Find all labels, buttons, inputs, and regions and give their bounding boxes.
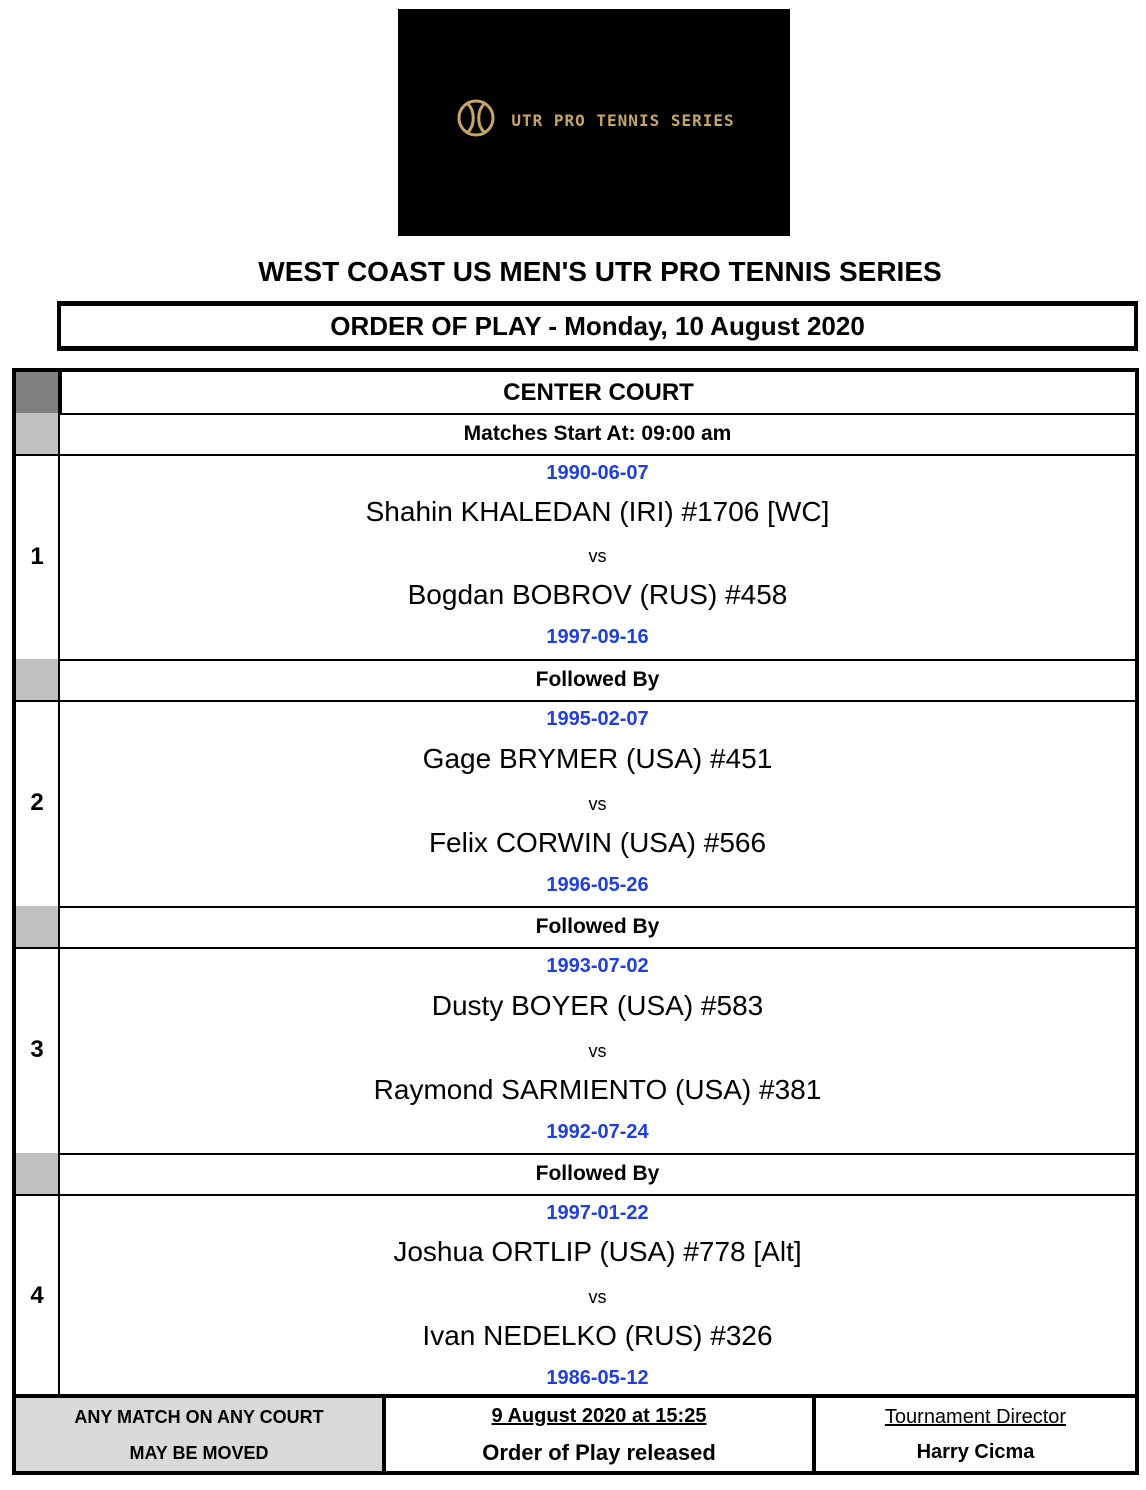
match-row-4 xyxy=(16,1194,1135,1398)
footer-row xyxy=(16,1394,1135,1471)
player1-name: Dusty BOYER (USA) #583 xyxy=(431,990,764,1021)
schedule-table xyxy=(12,368,1139,1475)
player1-name: Gage BRYMER (USA) #451 xyxy=(422,743,773,774)
court-header-row xyxy=(16,372,1135,415)
player1-name: Joshua ORTLIP (USA) #778 [Alt] xyxy=(393,1236,802,1267)
versus-label: vs xyxy=(588,1041,607,1061)
match-row-2 xyxy=(16,700,1135,908)
player1-date: 1993-07-02 xyxy=(546,955,649,977)
start-time-marker xyxy=(16,413,60,454)
followed-by-row xyxy=(16,1153,1135,1196)
director-name: Harry Cicma xyxy=(916,1441,1035,1463)
event-title: WEST COAST US MEN'S UTR PRO TENNIS SERIES xyxy=(258,256,942,287)
player2-name: Ivan NEDELKO (RUS) #326 xyxy=(422,1320,773,1351)
followed-by-marker xyxy=(16,1153,60,1194)
followed-by-row xyxy=(16,906,1135,949)
versus-label: vs xyxy=(588,1287,607,1307)
player1-name: Shahin KHALEDAN (IRI) #1706 [WC] xyxy=(365,496,830,527)
player1-date: 1990-06-07 xyxy=(546,462,649,484)
order-of-play-title: ORDER OF PLAY - Monday, 10 August 2020 xyxy=(57,301,1138,351)
tournament-logo xyxy=(398,9,790,236)
move-notice-line2: MAY BE MOVED xyxy=(129,1443,269,1463)
followed-by-marker xyxy=(16,659,60,700)
player2-date: 1992-07-24 xyxy=(546,1121,649,1143)
match-row-1 xyxy=(16,454,1135,661)
player2-name: Raymond SARMIENTO (USA) #381 xyxy=(373,1074,822,1105)
court-header-marker xyxy=(16,372,60,413)
director-title: Tournament Director xyxy=(884,1406,1067,1428)
match-row-3 xyxy=(16,947,1135,1155)
player2-name: Bogdan BOBROV (RUS) #458 xyxy=(407,579,788,610)
versus-label: vs xyxy=(588,546,607,566)
followed-by-row xyxy=(16,659,1135,702)
player1-date: 1995-02-07 xyxy=(546,708,649,730)
release-label: Order of Play released xyxy=(482,1440,716,1465)
move-notice xyxy=(16,1398,382,1471)
followed-by-marker xyxy=(16,906,60,947)
tennis-ball-icon xyxy=(453,98,499,143)
match-number: 3 xyxy=(30,1036,44,1063)
player1-date: 1997-01-22 xyxy=(546,1202,649,1224)
release-date: 9 August 2020 at 15:25 xyxy=(491,1405,707,1427)
followed-by-label: Followed By xyxy=(535,1161,660,1185)
followed-by-label: Followed By xyxy=(535,667,660,691)
tournament-director xyxy=(812,1398,1135,1471)
versus-label: vs xyxy=(588,794,607,814)
release-info xyxy=(382,1398,812,1471)
match-number: 2 xyxy=(30,789,44,816)
start-time-row xyxy=(16,413,1135,456)
move-notice-line1: ANY MATCH ON ANY COURT xyxy=(74,1407,324,1427)
match-number: 1 xyxy=(30,542,44,570)
player2-date: 1997-09-16 xyxy=(546,626,649,648)
player2-name: Felix CORWIN (USA) #566 xyxy=(428,827,767,858)
start-time: Matches Start At: 09:00 am xyxy=(463,421,732,445)
match-number: 4 xyxy=(30,1282,44,1309)
player2-date: 1996-05-26 xyxy=(546,874,649,896)
court-name: CENTER COURT xyxy=(503,378,694,406)
followed-by-label: Followed By xyxy=(535,914,660,938)
player2-date: 1986-05-12 xyxy=(546,1367,649,1389)
logo-text: UTR PRO TENNIS SERIES xyxy=(511,111,735,130)
